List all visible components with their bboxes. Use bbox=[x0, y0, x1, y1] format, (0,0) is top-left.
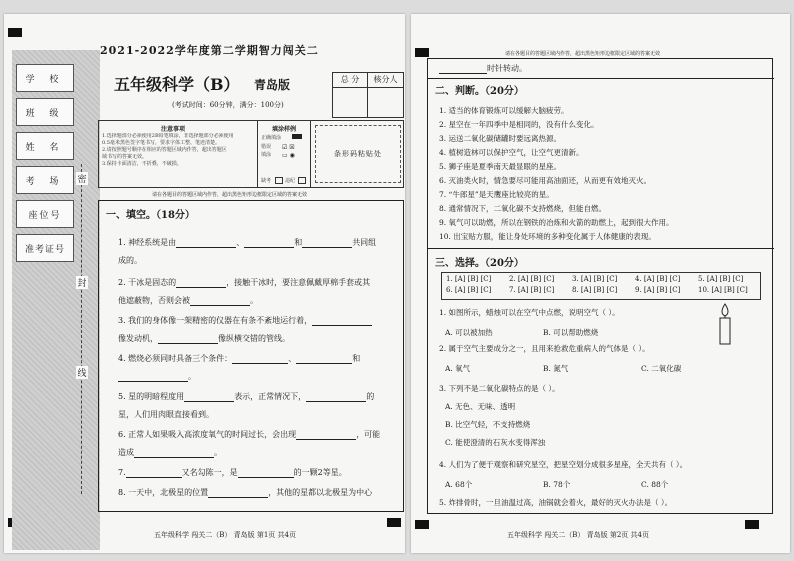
answer-bubble-row[interactable]: 8. [A] [B] [C] bbox=[572, 286, 618, 294]
choice-option[interactable]: C. 二氧化碳 bbox=[641, 364, 682, 373]
name-field[interactable]: 姓 名 bbox=[16, 132, 74, 160]
fill-question-3: 3. 我们的身体像一架精密的仪器在有条不紊地运行着， bbox=[118, 316, 372, 326]
registration-mark bbox=[745, 520, 759, 529]
answer-area-notice: 请在各题目的答题区域内作答，超出黑色矩形边框限定区域的答案无效 bbox=[152, 192, 308, 198]
fill-example: 填涂样例 正确填涂 错误 填涂 ☑ ☒ ▭ ◉ 缺考 违纪 bbox=[257, 121, 311, 187]
answer-blank[interactable] bbox=[176, 239, 236, 248]
fill-question-6-cont: 造成 。 bbox=[118, 448, 222, 457]
answer-bubble-row[interactable]: 5. [A] [B] [C] bbox=[698, 275, 744, 283]
fill-question-5: 5. 星的明暗程度用 表示，正常情况下， 的 bbox=[118, 392, 375, 401]
answer-bubble-row[interactable]: 1. [A] [B] [C] bbox=[446, 275, 492, 283]
answer-blank[interactable] bbox=[134, 449, 214, 458]
answer-area-notice-top: 请在各题目的答题区域内作答，超出黑色矩形边框限定区域的答案无效 bbox=[505, 51, 661, 57]
answer-bubble-row[interactable]: 3. [A] [B] [C] bbox=[572, 275, 618, 283]
answer-blank[interactable] bbox=[302, 239, 352, 248]
choice-option[interactable]: C. 能使澄清的石灰水变得浑浊 bbox=[445, 438, 546, 447]
seat-number-field[interactable]: 座位号 bbox=[16, 200, 74, 228]
page-footer-right: 五年级科学 闯关二（B） 青岛版 第2页 共4页 bbox=[507, 531, 649, 539]
fill-question-2: 2. 干冰是固态的 ，接触干冰时，要注意佩戴厚棉手套或其 bbox=[118, 278, 371, 287]
choice-option[interactable]: B. 78个 bbox=[543, 480, 571, 489]
student-info-strip bbox=[12, 50, 100, 550]
fill-question-2-cont: 他遮蔽物，否则会被 。 bbox=[118, 296, 258, 305]
fill-question-7: 7. 又名勾陈一，是 的一颗2等星。 bbox=[118, 468, 347, 477]
binding-label-seal: 密 bbox=[76, 172, 88, 185]
choice-option[interactable]: A. 68个 bbox=[445, 480, 473, 489]
answer-bubble-row[interactable]: 6. [A] [B] [C] bbox=[446, 286, 492, 294]
violation-checkbox[interactable] bbox=[298, 177, 306, 184]
header-title: 2021-2022学年度第二学期智力闯关二 bbox=[100, 44, 319, 57]
choice-option[interactable]: B. 氮气 bbox=[543, 364, 569, 373]
registration-mark bbox=[387, 518, 401, 527]
fill-question-5-cont: 星，人们用肉眼直接看到。 bbox=[118, 410, 214, 419]
binding-label-line: 线 bbox=[76, 366, 88, 379]
exam-info: (考试时间：60分钟，满分：100分) bbox=[172, 101, 284, 109]
answer-blank[interactable] bbox=[296, 355, 352, 364]
judgment-item: 5. 狮子座是夏季南天最显眼的星座。 bbox=[439, 162, 562, 171]
answer-blank[interactable] bbox=[312, 317, 372, 326]
page-footer-left: 五年级科学 闯关二（B） 青岛版 第1页 共4页 bbox=[154, 531, 296, 539]
admission-number-field[interactable]: 准考证号 bbox=[16, 234, 74, 262]
section3-title: 三、选择。（20分） bbox=[435, 258, 524, 269]
wrong-fill-icon: ▭ ◉ bbox=[282, 152, 295, 159]
right-page bbox=[411, 14, 790, 553]
answer-bubble-row[interactable]: 7. [A] [B] [C] bbox=[509, 286, 555, 294]
choice-question: 3. 下列不是二氧化碳特点的是（ ）。 bbox=[439, 384, 560, 393]
subject-title: 五年级科学（B） bbox=[114, 75, 240, 94]
binding-label-seal2: 封 bbox=[76, 276, 88, 289]
checker-header: 核分人 bbox=[368, 73, 403, 88]
fill-question-6: 6. 正常人如果吸入高浓度氧气的时间过长，会出现 ，可能 bbox=[118, 430, 381, 439]
choice-option[interactable]: C. 88个 bbox=[641, 480, 669, 489]
notes-title: 注意事项 bbox=[161, 126, 186, 133]
choice-question: 2. 属于空气主要成分之一，且用来抢救危重病人的气体是（ ）。 bbox=[439, 344, 650, 353]
choice-option[interactable]: A. 无色、无味、透明 bbox=[445, 402, 516, 411]
judgment-item: 6. 灭油类火时，情急要尽可能用高油面还，从而更有效地灭火。 bbox=[439, 176, 652, 185]
judgment-item: 3. 运送二氧化碳储罐时要远离热源。 bbox=[439, 134, 562, 143]
section2-title: 二、判断。（20分） bbox=[435, 86, 524, 97]
fill-question-1-cont: 成的。 bbox=[118, 256, 142, 265]
fill-question-3-cont: 像发动机， 像纵横交错的管线。 bbox=[118, 334, 290, 343]
total-score-header: 总 分 bbox=[333, 73, 368, 88]
choice-question: 4. 人们为了便于观察和研究星空，把星空划分成很多星座，全天共有（ ）。 bbox=[439, 460, 688, 469]
answer-blank[interactable] bbox=[306, 393, 366, 402]
score-table bbox=[332, 72, 404, 118]
instructions-panel bbox=[98, 120, 404, 188]
answer-blank[interactable] bbox=[118, 373, 188, 382]
fill-question-8: 8. 一天中，北极星的位置 ，其他的星都以北极星为中心 bbox=[118, 488, 373, 497]
answer-blank[interactable] bbox=[190, 297, 250, 306]
judgment-item: 4. 植树造林可以保护空气，让空气更清新。 bbox=[439, 148, 584, 157]
edition-label: 青岛版 bbox=[254, 78, 291, 92]
answer-blank[interactable] bbox=[158, 335, 218, 344]
registration-mark bbox=[415, 520, 429, 529]
answer-bubble-row[interactable]: 4. [A] [B] [C] bbox=[635, 275, 681, 283]
answer-bubble-row[interactable]: 9. [A] [B] [C] bbox=[635, 286, 681, 294]
judgment-item: 2. 星空在一年四季中是相同的，没有什么变化。 bbox=[439, 120, 599, 129]
choice-option[interactable]: B. 可以帮助燃烧 bbox=[543, 328, 599, 337]
answer-blank[interactable] bbox=[184, 393, 234, 402]
answer-blank[interactable] bbox=[296, 431, 356, 440]
answer-bubble-row[interactable]: 2. [A] [B] [C] bbox=[509, 275, 555, 283]
registration-mark bbox=[8, 28, 22, 37]
answer-grid bbox=[441, 272, 761, 300]
choice-question: 5. 炸排骨时，一旦油温过高，油锅就会着火，最好的灭火办法是（ ）。 bbox=[439, 498, 673, 507]
choice-option[interactable]: B. 比空气轻，不支持燃烧 bbox=[445, 420, 531, 429]
notes-list: 1.选择题部分必须使用2B铅笔填涂，非选择题部分必须使用 0.5毫米黑色签字笔书写，要求字体工整、笔迹清楚。 2.请按照题号顺序在相应的答题区域内作答，超出答题区 域书写的答案无效。 3.保持卡面清洁，不折叠，不破损。 bbox=[102, 133, 234, 167]
choice-question: 1. 如图所示，蜡烛可以在空气中点燃，说明空气（ ）。 bbox=[439, 308, 620, 317]
judgment-item: 8. 通常情况下，二氧化碳不支持燃烧，但能自燃。 bbox=[439, 204, 607, 213]
filled-bubble-icon bbox=[292, 134, 302, 139]
answer-blank[interactable] bbox=[439, 65, 487, 74]
answer-blank[interactable] bbox=[232, 355, 288, 364]
fill-question-4: 4. 燃烧必须同时具备三个条件： 、 和 bbox=[118, 354, 361, 363]
binding-line bbox=[81, 164, 82, 494]
fill-question-4-cont: 。 bbox=[118, 372, 196, 382]
barcode-area: 条形码粘贴处 bbox=[315, 125, 401, 183]
carry-over-text: 时针转动。 bbox=[439, 64, 527, 74]
section1-title: 一、填空。（18分） bbox=[106, 210, 195, 221]
judgment-item: 10. 出宝贴方服，能让身处环境的多种变化属于人体健康的表现。 bbox=[439, 232, 656, 241]
answer-blank[interactable] bbox=[208, 489, 268, 498]
answer-blank[interactable] bbox=[244, 239, 294, 248]
choice-option[interactable]: A. 氧气 bbox=[445, 364, 471, 373]
judgment-item: 7. “牛郎星”是天鹰座比较亮的星。 bbox=[439, 190, 554, 199]
judgment-item: 9. 氧气可以助燃，所以在钢铁的冶炼和火箭的助燃上，起到很大作用。 bbox=[439, 218, 674, 227]
fill-question-1: 1. 神经系统是由 、 和 共同组 bbox=[118, 238, 377, 247]
fill-example-title: 填涂样例 bbox=[271, 126, 296, 133]
judgment-item: 1. 适当的体育锻炼可以缓解大脑疲劳。 bbox=[439, 106, 569, 115]
answer-blank[interactable] bbox=[238, 469, 294, 478]
candle-icon bbox=[705, 300, 745, 348]
answer-bubble-row[interactable]: 10. [A] [B] [C] bbox=[698, 286, 748, 294]
registration-mark bbox=[415, 48, 429, 57]
answer-blank[interactable] bbox=[126, 469, 182, 478]
absent-checkbox[interactable] bbox=[275, 177, 283, 184]
class-field[interactable]: 班 级 bbox=[16, 98, 74, 126]
left-page bbox=[4, 14, 405, 553]
wrong-fill-icon: ☑ ☒ bbox=[282, 144, 295, 151]
exam-room-field[interactable]: 考 场 bbox=[16, 166, 74, 194]
choice-option[interactable]: A. 可以被加热 bbox=[445, 328, 493, 337]
school-field[interactable]: 学 校 bbox=[16, 64, 74, 92]
answer-blank[interactable] bbox=[176, 279, 226, 288]
